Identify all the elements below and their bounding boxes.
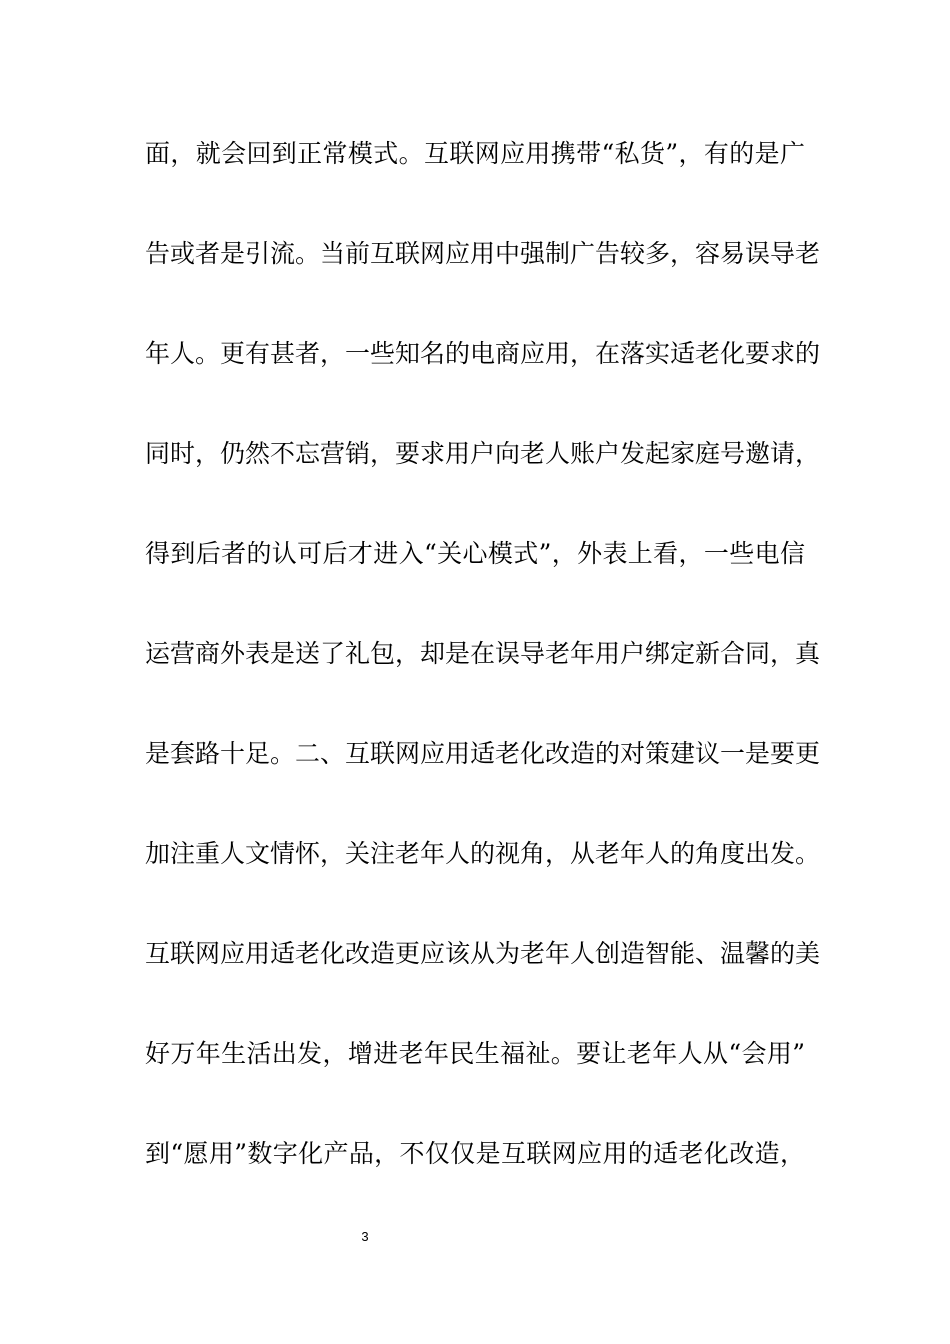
text-line: 面，就会回到正常模式。互联网应用携带“私货”，有的是广: [145, 139, 805, 168]
text-line: 告或者是引流。当前互联网应用中强制广告较多，容易误导老: [145, 239, 821, 268]
text-line: 到“愿用”数字化产品，不仅仅是互联网应用的适老化改造，: [145, 1139, 805, 1168]
text-line: 加注重人文情怀，关注老年人的视角，从老年人的角度出发。: [145, 839, 821, 868]
text-line: 运营商外表是送了礼包，却是在误导老年用户绑定新合同，真: [145, 639, 821, 668]
text-line: 互联网应用适老化改造更应该从为老年人创造智能、温馨的美: [145, 939, 821, 968]
text-line: 是套路十足。二、互联网应用适老化改造的对策建议一是要更: [145, 739, 821, 768]
text-line: 年人。更有甚者，一些知名的电商应用，在落实适老化要求的: [145, 339, 821, 368]
text-line: 好万年生活出发，增进老年民生福祉。要让老年人从“会用”: [145, 1039, 805, 1068]
text-line: 同时，仍然不忘营销，要求用户向老人账户发起家庭号邀请，: [145, 439, 821, 468]
page-number: 3: [361, 1229, 369, 1244]
text-line: 得到后者的认可后才进入“关心模式”，外表上看，一些电信: [145, 539, 805, 568]
